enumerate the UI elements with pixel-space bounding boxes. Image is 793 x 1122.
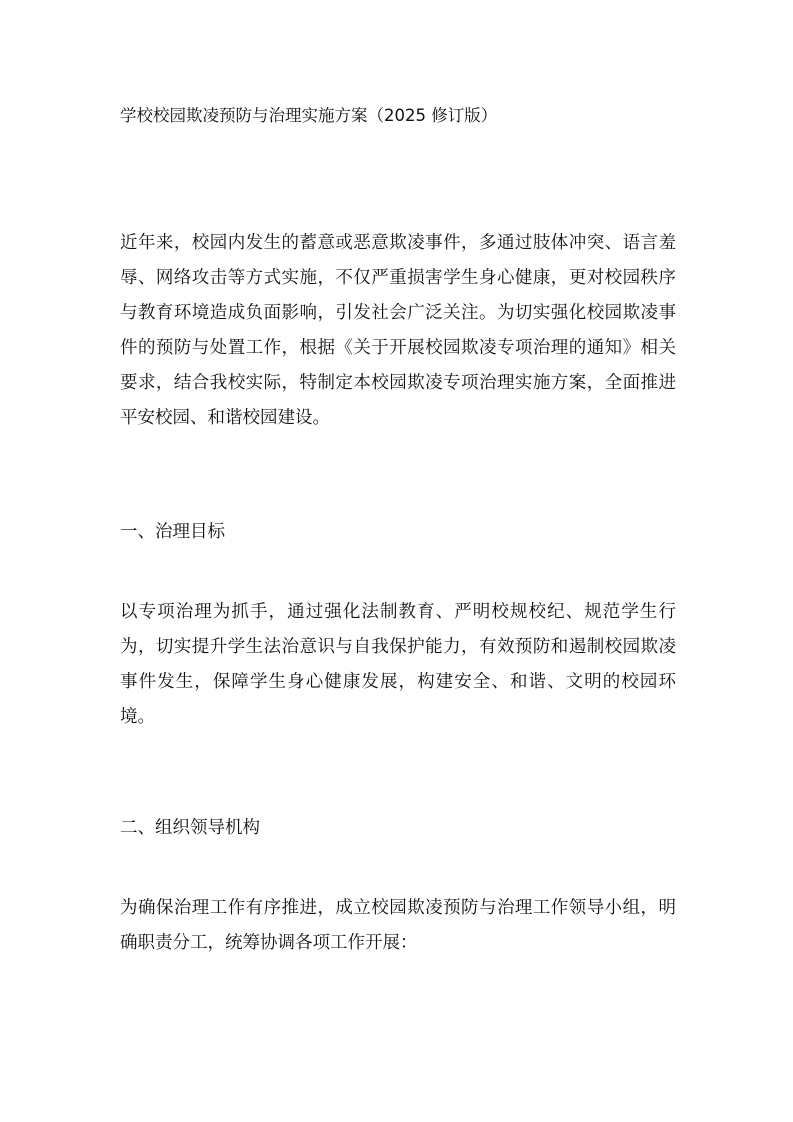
section-heading-organization: 二、组织领导机构 — [120, 818, 260, 838]
section-body-goals: 以专项治理为抓手，通过强化法制教育、严明校规校纪、规范学生行为，切实提升学生法治意识与自我保护能力，有效预防和遏制校园欺凌事件发生，保障学生身心健康发展，构建安全、和谐、文明的校园环境。 — [120, 602, 676, 727]
intro-paragraph: 近年来，校园内发生的蓄意或恶意欺凌事件，多通过肢体冲突、语言羞辱、网络攻击等方式实施，不仅严重损害学生身心健康，更对校园秩序与教育环境造成负面影响，引发社会广泛关注。为切实强化校园欺凌事件的预防与处置工作，根据《关于开展校园欺凌专项治理的通知》相关要求，结合我校实际，特制定本校园欺凌专项治理实施方案，全面推进平安校园、和谐校园建设。 — [120, 233, 676, 428]
section-heading-goals: 一、治理目标 — [120, 522, 225, 542]
section-body-organization: 为确保治理工作有序推进，成立校园欺凌预防与治理工作领导小组，明确职责分工，统筹协调各项工作开展： — [120, 898, 676, 953]
document-title: 学校校园欺凌预防与治理实施方案（2025 修订版） — [120, 106, 498, 125]
